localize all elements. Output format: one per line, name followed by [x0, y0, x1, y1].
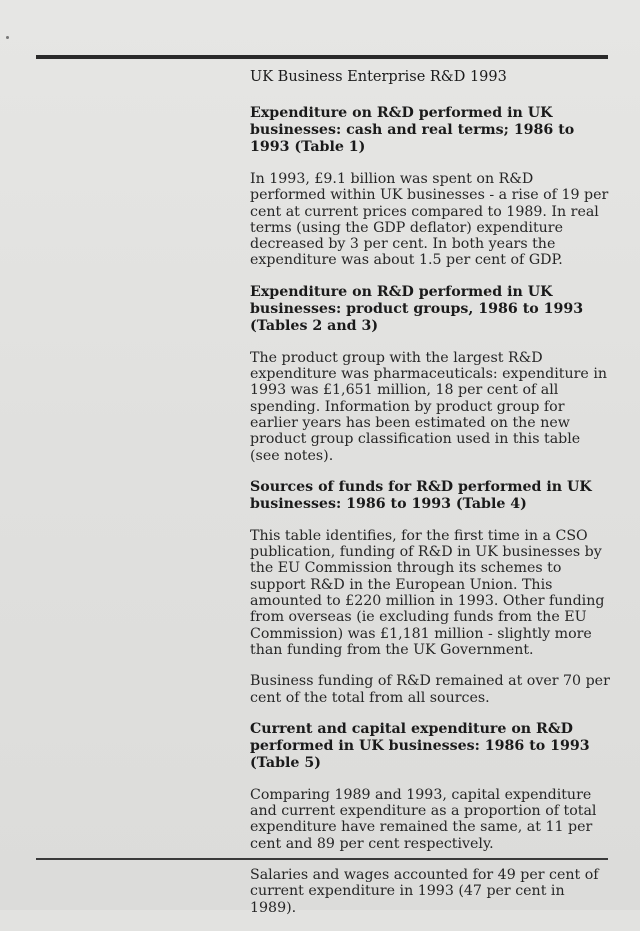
section-paragraph: This table identifies, for the first time in a CSO publication, funding of R&D in UK businesses by the EU Commission through its schemes to support R&D in the European Union. This amounted to £220 million in 1993. Other funding from overseas (ie excluding funds from the EU Commission) was £1,181 million - slightly more than funding from the UK Government.	[250, 527, 605, 658]
document-body	[250, 68, 612, 931]
section-paragraph: Comparing 1989 and 1993, capital expenditure and current expenditure as a proportion of total expenditure have remained the same, at 11 per cent and 89 per cent respectively.	[250, 786, 597, 852]
top-rule	[36, 55, 608, 59]
scan-speck	[6, 36, 9, 39]
section-paragraph: The product group with the largest R&D expenditure was pharmaceuticals: expenditure in 1993 was £1,651 million, 18 per cent of all spending. Information by product group for earlier years has been estimated on the new product group classification used in this table (see notes).	[250, 349, 607, 464]
section-heading-table-4: Sources of funds for R&D performed in UK businesses: 1986 to 1993 (Table 4)	[250, 478, 592, 512]
bottom-rule	[36, 858, 608, 860]
section-heading-table-1: Expenditure on R&D performed in UK businesses: cash and real terms; 1986 to 1993 (Table 1)	[250, 105, 575, 155]
document-title: UK Business Enterprise R&D 1993	[250, 69, 507, 85]
section-heading-tables-2-3: Expenditure on R&D performed in UK businesses: product groups, 1986 to 1993 (Tables 2 and 3)	[250, 283, 584, 334]
section-paragraph: Business funding of R&D remained at over 70 per cent of the total from all sources.	[250, 673, 610, 706]
section-heading-table-5: Current and capital expenditure on R&D performed in UK businesses: 1986 to 1993 (Table 5)	[250, 720, 590, 771]
section-paragraph: Salaries and wages accounted for 49 per cent of current expenditure in 1993 (47 per cent in 1989).	[250, 867, 599, 916]
section-paragraph: In 1993, £9.1 billion was spent on R&D performed within UK businesses - a rise of 19 per cent at current prices compared to 1989. In real terms (using the GDP deflator) expenditure decreased by 3 per cent. In both years the expenditure was about 1.5 per cent of GDP.	[250, 171, 609, 269]
